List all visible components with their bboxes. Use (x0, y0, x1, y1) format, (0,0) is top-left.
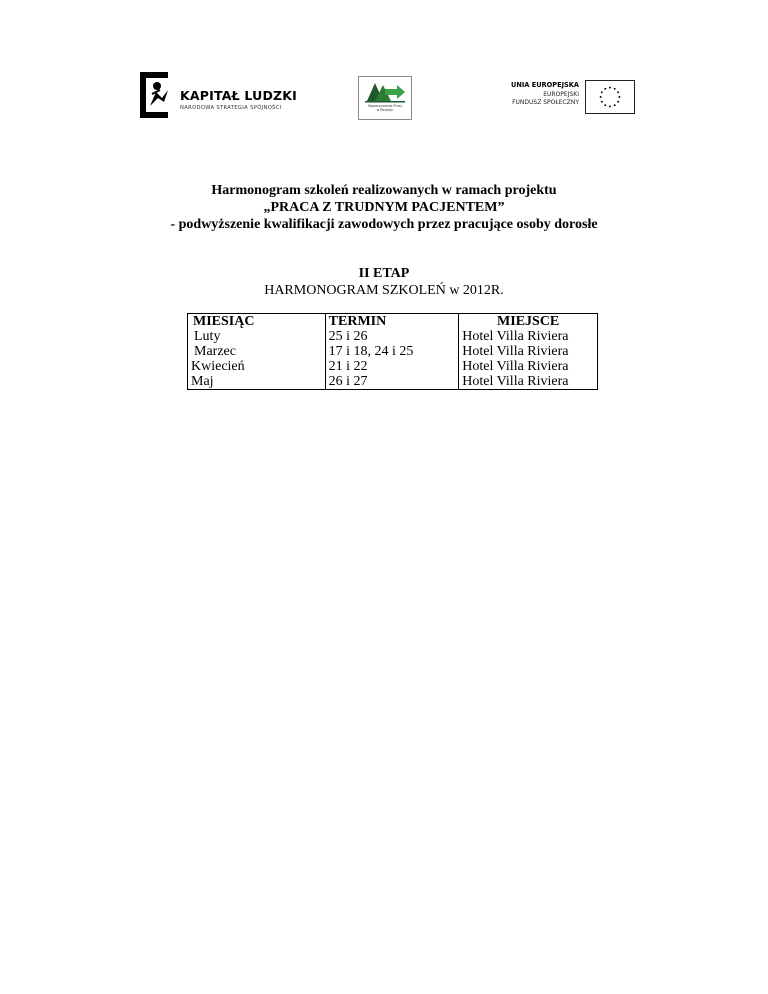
eu-logo (505, 80, 637, 114)
kapital-ludzki-emblem-icon (138, 72, 174, 118)
kapital-ludzki-subtitle: NARODOWA STRATEGIA SPÓJNOŚCI (180, 105, 282, 111)
table-row (188, 359, 598, 374)
partner-caption-line1: Stowarzyszenie Pracy (367, 104, 403, 108)
cell-place: Hotel Villa Riviera (459, 359, 598, 374)
header-place: MIEJSCE (459, 314, 598, 330)
cell-term: 26 i 27 (325, 374, 459, 390)
table-row (188, 329, 598, 344)
eu-logo-line3: FUNDUSZ SPOŁECZNY (512, 99, 579, 106)
eu-flag-icon (585, 80, 635, 114)
stage-block (0, 265, 768, 299)
stage-title: II ETAP (358, 266, 410, 281)
partner-logo (358, 76, 412, 120)
cell-place: Hotel Villa Riviera (459, 344, 598, 359)
cell-month: Kwiecień (188, 359, 326, 374)
cell-term: 17 i 18, 24 i 25 (325, 344, 459, 359)
cell-place: Hotel Villa Riviera (459, 329, 598, 344)
stage-subtitle: HARMONOGRAM SZKOLEŃ w 2012R. (264, 283, 504, 298)
heading-line1: Harmonogram szkoleń realizowanych w ramach projektu (211, 183, 557, 198)
cell-month: Luty (188, 329, 326, 344)
header-month: MIESIĄC (188, 314, 326, 330)
cell-term: 25 i 26 (325, 329, 459, 344)
table-row (188, 374, 598, 390)
heading-project-title: „PRACA Z TRUDNYM PACJENTEM” (263, 200, 505, 215)
cell-place: Hotel Villa Riviera (459, 374, 598, 390)
kapital-ludzki-title: KAPITAŁ LUDZKI (180, 88, 298, 103)
table-header-row (188, 314, 598, 330)
document-heading (0, 182, 768, 233)
schedule-table (187, 313, 598, 390)
cell-month: Maj (188, 374, 326, 390)
cell-term: 21 i 22 (325, 359, 459, 374)
eu-logo-line2: EUROPEJSKI (543, 91, 579, 98)
heading-line3: - podwyższenie kwalifikacji zawodowych przez pracujące osoby dorosłe (170, 217, 598, 232)
cell-month: Marzec (188, 344, 326, 359)
eu-logo-line1: UNIA EUROPEJSKA (510, 81, 579, 89)
header-term: TERMIN (325, 314, 459, 330)
kapital-ludzki-logo (138, 72, 298, 118)
table-row (188, 344, 598, 359)
partner-emblem-icon (359, 77, 411, 105)
partner-caption-line2: w Rozwoju (376, 108, 394, 112)
